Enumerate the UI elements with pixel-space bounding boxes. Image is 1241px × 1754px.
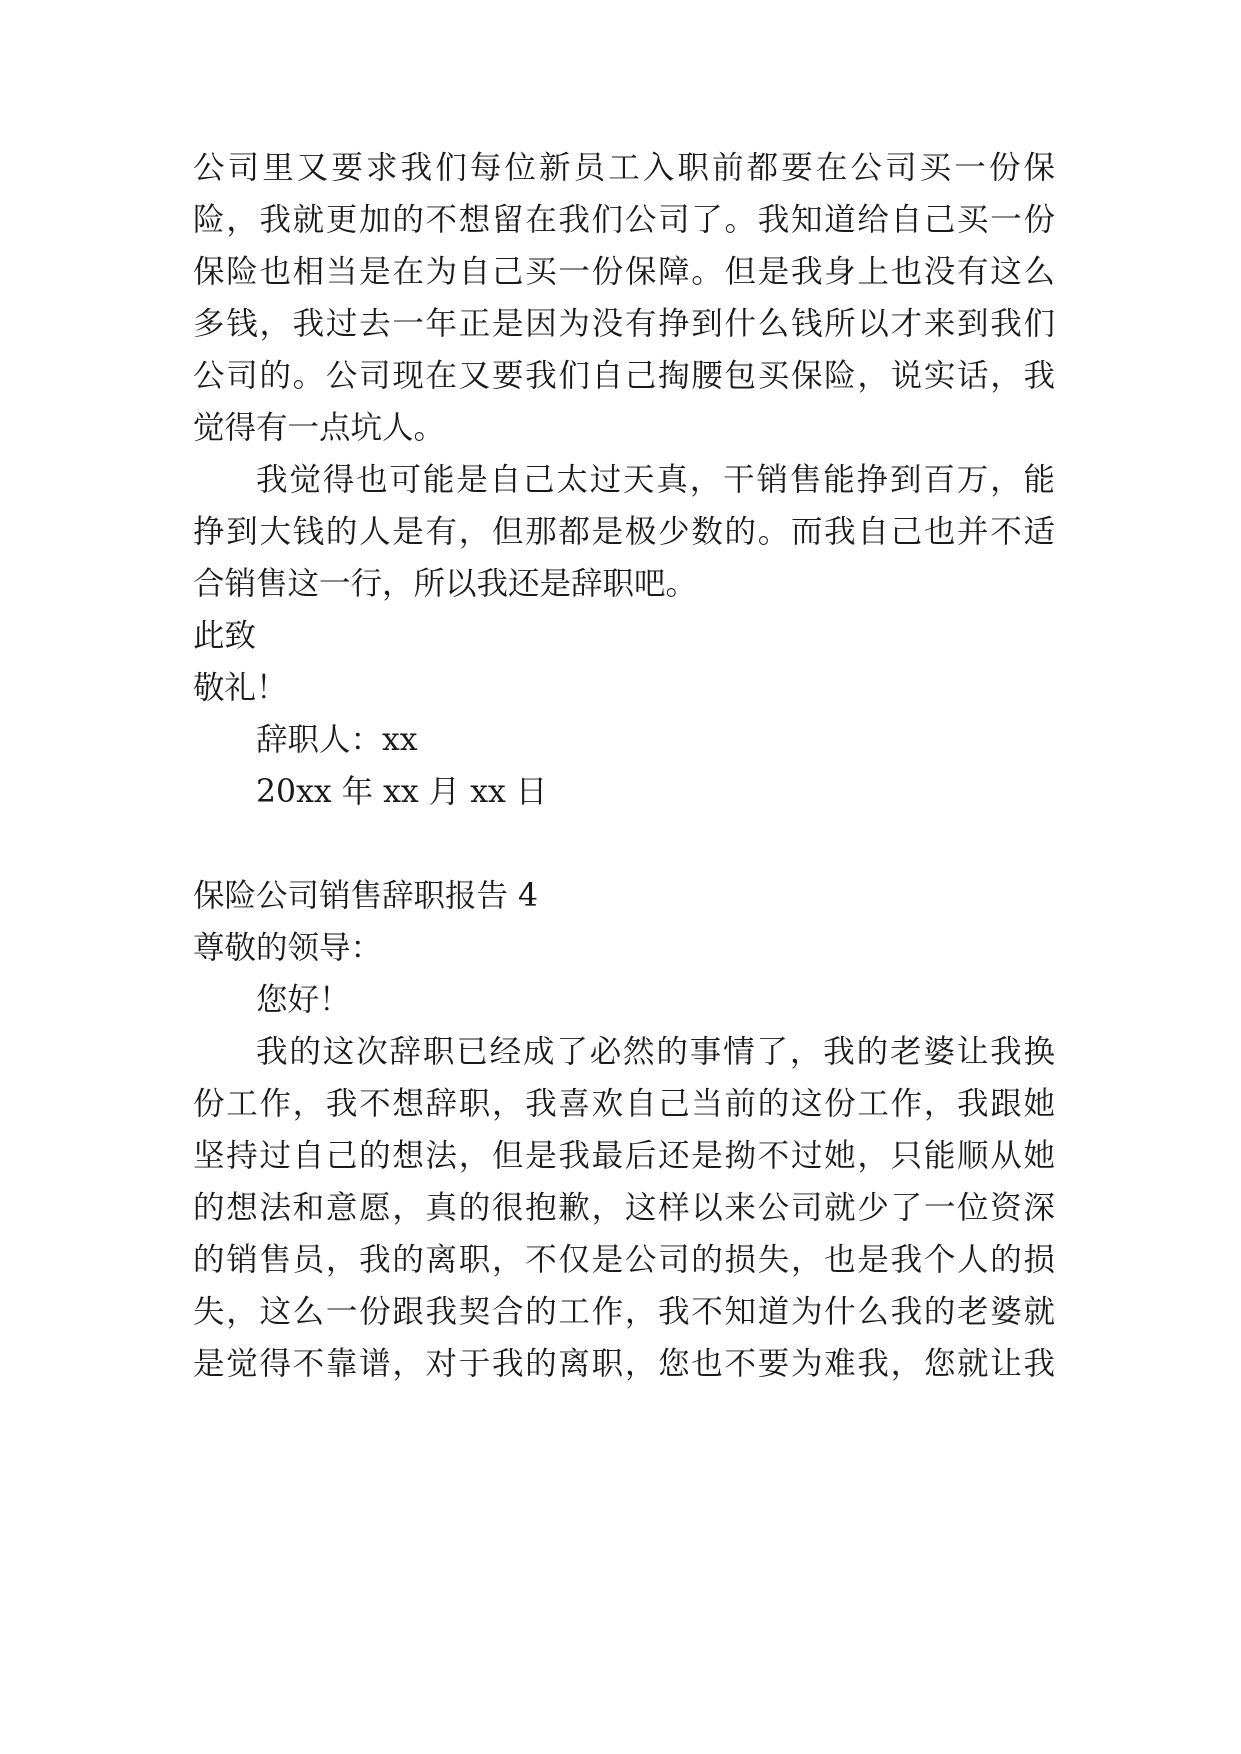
paragraph-line: 坚持过自己的想法，但是我最后还是拗不过她，只能顺从她 bbox=[193, 1138, 1055, 1174]
paragraph-line: 份工作，我不想辞职，我喜欢自己当前的这份工作，我跟她 bbox=[193, 1086, 1055, 1122]
paragraph-line: 我的这次辞职已经成了必然的事情了，我的老婆让我换 bbox=[256, 1034, 1055, 1070]
paragraph-line: 我觉得也可能是自己太过天真，干销售能挣到百万，能 bbox=[256, 462, 1055, 498]
paragraph-line: 是觉得不靠谱，对于我的离职，您也不要为难我，您就让我 bbox=[193, 1346, 1055, 1382]
paragraph-line: 的想法和意愿，真的很抱歉，这样以来公司就少了一位资深 bbox=[193, 1190, 1055, 1226]
closing-regards: 敬礼！ bbox=[193, 670, 288, 706]
paragraph-line: 合销售这一行，所以我还是辞职吧。 bbox=[193, 566, 698, 602]
section-title: 保险公司销售辞职报告 4 bbox=[193, 878, 539, 914]
signer-line: 辞职人：xx bbox=[256, 722, 418, 758]
paragraph-line: 觉得有一点坑人。 bbox=[193, 410, 446, 446]
greeting: 您好！ bbox=[256, 982, 351, 1018]
paragraph-line: 挣到大钱的人是有，但那都是极少数的。而我自己也并不适 bbox=[193, 514, 1055, 550]
paragraph-line: 多钱，我过去一年正是因为没有挣到什么钱所以才来到我们 bbox=[193, 306, 1055, 342]
date-line: 20xx 年 xx 月 xx 日 bbox=[256, 774, 548, 810]
paragraph-line: 公司里又要求我们每位新员工入职前都要在公司买一份保 bbox=[193, 150, 1055, 186]
paragraph-line: 保险也相当是在为自己买一份保障。但是我身上也没有这么 bbox=[193, 254, 1055, 290]
paragraph-line: 险，我就更加的不想留在我们公司了。我知道给自己买一份 bbox=[193, 202, 1055, 238]
closing-line: 此致 bbox=[193, 618, 257, 654]
paragraph-line: 失，这么一份跟我契合的工作，我不知道为什么我的老婆就 bbox=[193, 1294, 1055, 1330]
paragraph-line: 公司的。公司现在又要我们自己掏腰包买保险，说实话，我 bbox=[193, 358, 1055, 394]
salutation: 尊敬的领导： bbox=[193, 930, 383, 966]
paragraph-line: 的销售员，我的离职，不仅是公司的损失，也是我个人的损 bbox=[193, 1242, 1055, 1278]
